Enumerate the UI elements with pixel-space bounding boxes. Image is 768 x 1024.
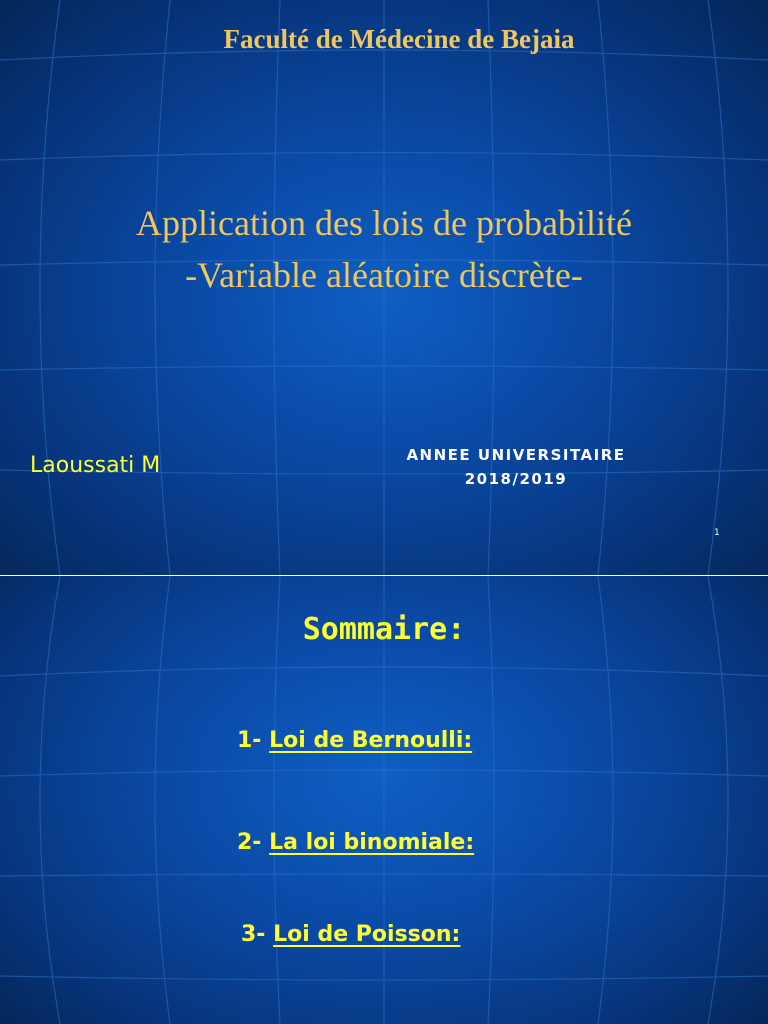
presentation-subtitle: -Variable aléatoire discrète-	[185, 255, 583, 295]
summary-link-binomiale[interactable]: La loi binomiale:	[269, 830, 475, 855]
author-name: Laoussati M	[30, 453, 161, 478]
summary-title: Sommaire:	[302, 612, 466, 647]
slide-summary	[0, 576, 768, 1024]
presentation-title: Application des lois de probabilité	[136, 203, 632, 243]
summary-item-bernoulli	[237, 728, 472, 753]
summary-link-bernoulli[interactable]: Loi de Bernoulli:	[269, 728, 473, 753]
summary-link-poisson[interactable]: Loi de Poisson:	[273, 922, 461, 947]
summary-item-binomiale	[237, 830, 474, 855]
academic-year-label: ANNEE UNIVERSITAIRE	[406, 446, 626, 464]
summary-item-number: 2-	[237, 830, 262, 855]
slide-number: 1	[714, 528, 720, 538]
summary-item-poisson	[241, 922, 460, 947]
summary-item-number: 3-	[241, 922, 266, 947]
summary-item-number: 1-	[237, 728, 262, 753]
academic-year-value: 2018/2019	[464, 470, 568, 488]
school-name: Faculté de Médecine de Bejaia	[223, 24, 575, 54]
